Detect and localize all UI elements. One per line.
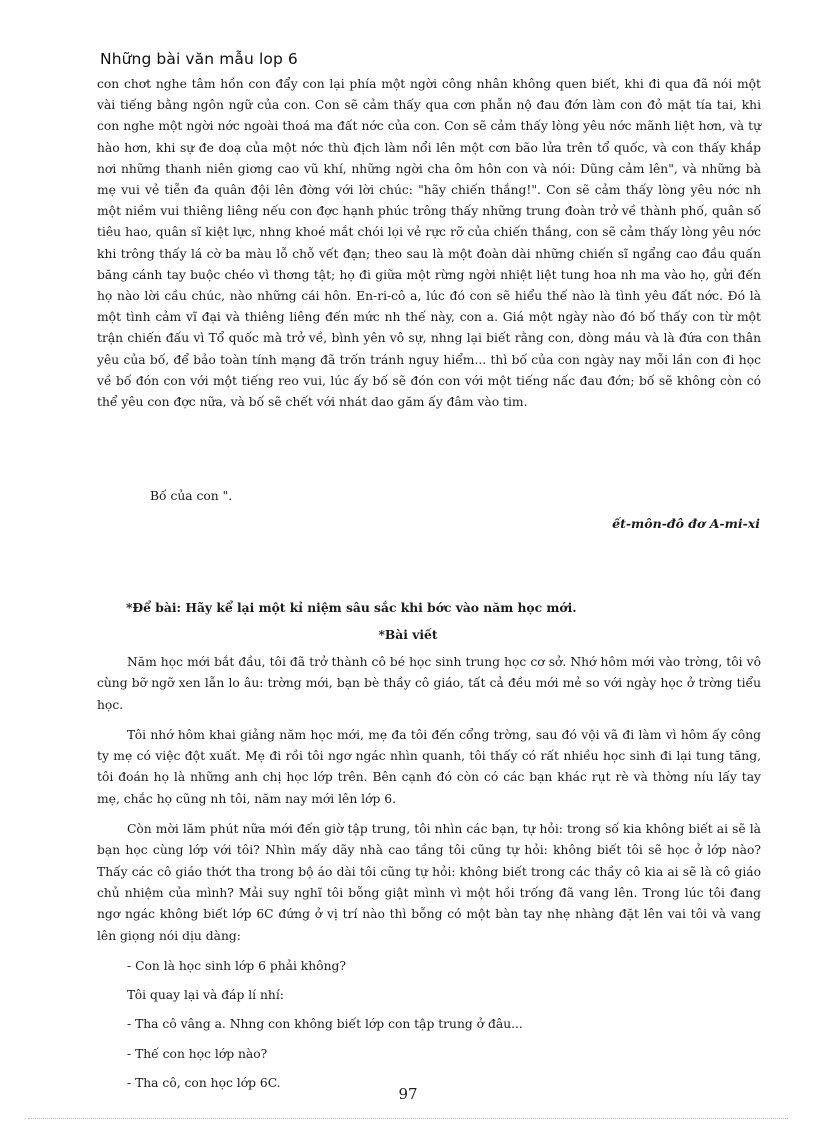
essay-body [97, 652, 761, 1102]
dialogue-line: Tôi quay lại và đáp lí nhí: [127, 988, 284, 1003]
dialogue-line: - Con là học sinh lớp 6 phải không? [127, 958, 346, 973]
essay-paragraph: Còn mời lăm phút nữa mới đến giờ tập trung, tôi nhìn các bạn, tự hỏi: trong số kia không biết ai sẽ là bạn học cùng lớp với tôi? Nhìn mấy dãy nhà cao tầng tôi cũng tự hỏi: không biết tôi sẽ học ở lớp nào? Thấy các cô giáo thớt tha trong bộ áo dài tôi cũng tự hỏi: không biết trong các thầy cô kia ai sẽ là cô giáo chủ nhiệm của mình? Mải suy nghĩ tôi bỗng giật mình vì một hồi trống đã vang lên. Trong lúc tôi đang ngơ ngác không biết lớp 6C đứng ở vị trí nào thì bỗng có một bàn tay nhẹ nhàng đặt lên vai tôi và vang lên giọng nói dịu dàng: [97, 822, 761, 943]
letter-signature: Bố của con ". [150, 489, 233, 503]
letter-body [97, 74, 761, 413]
essay-paragraph: Năm học mới bắt đầu, tôi đã trở thành cô bé học sinh trung học cơ sở. Nhớ hôm mới vào trờng, tôi vô cùng bỡ ngỡ xen lẫn lo âu: trờng mới, bạn bè thầy cô giáo, tất cả đều mới mẻ so với ngày học ở trờng tiểu học. [97, 655, 761, 712]
dialogue-line: - Thế con học lớp nào? [127, 1046, 268, 1061]
essay-paragraph: Tôi nhớ hôm khai giảng năm học mới, mẹ đa tôi đến cổng trờng, sau đó vội vã đi làm vì hôm ấy công ty mẹ có việc đột xuất. Mẹ đi rồi tôi ngơ ngác nhìn quanh, tôi thấy có rất nhiều học sinh đi lại tung tăng, tôi đoán họ là những anh chị học lớp trên. Bên cạnh đó còn có các bạn khác rụt rè và thờng níu lấy tay mẹ, chắc họ cũng nh tôi, năm nay mới lên lớp 6. [97, 727, 761, 806]
letter-paragraph: con chơt nghe tâm hồn con đẩy con lại phía một ngời công nhân không quen biết, khi đi qua đã nói một vài tiếng bằng ngôn ngữ của con. Con sẽ cảm thấy qua cơn phẫn nộ đau đớn làm con đỏ mặt tía tai, khi con nghe một ngời nớc ngoài thoá ma đất nớc của con. Con sẽ cảm thấy lòng yêu nớc mãnh liệt hơn, và tự hào hơn, khi sự đe doạ của một nớc thù địch làm nổi lên một cơn bão lửa trên tổ quốc, và con thấy khắp nơi những thanh niên giơng cao vũ khí, những ngời cha ôm hôn con và nói: Dũng cảm lên", và những bà mẹ vui vẻ tiễn đa quân đội lên đờng với lời chúc: "hãy chiến thắng!". Con sẽ cảm thấy lòng yêu nớc nh một niềm vui thiêng liêng nếu con đợc hạnh phúc trông thấy những trung đoàn trở về thành phố, quân số tiêu hao, quân sĩ kiệt lực, nhng khoé mắt chói lọi vẻ rực rỡ của chiến thắng, con sẽ cảm thấy lòng yêu nớc khi trông thấy lá cờ ba màu lỗ chỗ vết đạn; theo sau là một đoàn dài những chiến sĩ ngẩng cao đầu quấn băng cánh tay buộc chéo vì thơng tật; họ đi giữa một rừng ngời nhiệt liệt tung hoa nh ma vào họ, gửi đến họ nào lời cầu chúc, nào những cái hôn. En-ri-cô a, lúc đó con sẽ hiểu thế nào là tình yêu đất nớc. Đó là một tình cảm vĩ đại và thiêng liêng đến mức nh thế này, con a. Giá một ngày nào đó bố thấy con từ một trận chiến đấu vì Tổ quốc mà trở về, bình yên vô sự, nhng lại biết rằng con, dòng máu và là đứa con thân yêu của bố, để bảo toàn tính mạng đã trốn tránh nguy hiểm... thì bố của con ngày nay mỗi lần con đi học về bố đón con với một tiếng reo vui, lúc ấy bố sẽ đón con với một tiếng nấc đau đớn; bố sẽ không còn có thể yêu con đợc nữa, và bố sẽ chết với nhát dao găm ấy đâm vào tim. [97, 77, 761, 410]
assignment-prompt: *Để bài: Hãy kể lại một kỉ niệm sâu sắc khi bớc vào năm học mới. [126, 600, 577, 615]
page-number: 97 [398, 1085, 418, 1103]
footer-divider [28, 1118, 788, 1119]
running-header: Những bài văn mẫu lop 6 [100, 50, 298, 68]
essay-heading: *Bài viết [378, 627, 438, 642]
dialogue-line: - Tha cô vâng a. Nhng con không biết lớp con tập trung ở đâu... [127, 1017, 523, 1032]
dialogue-line: - Tha cô, con học lớp 6C. [127, 1076, 281, 1091]
author-attribution: ết-môn-đô đơ A-mi-xi [612, 516, 760, 531]
